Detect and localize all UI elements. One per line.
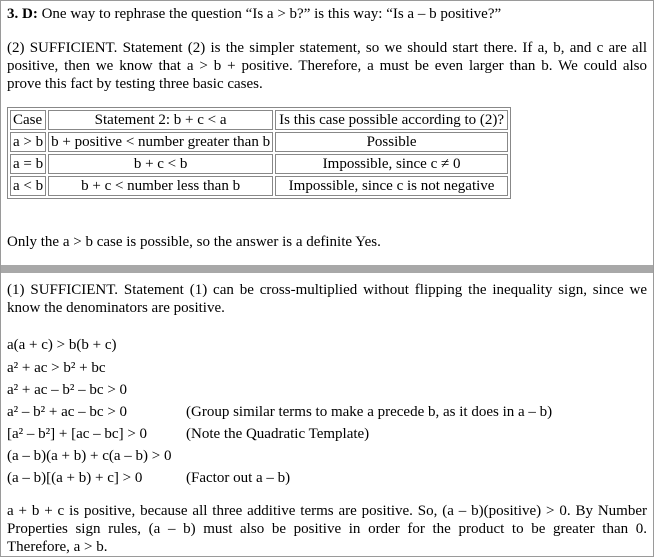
- table-cell: Possible: [275, 132, 508, 152]
- math-step-6: (a – b)(a + b) + c(a – b) > 0: [7, 448, 172, 464]
- statement-2-line-2: positive, then we know that a > b + positive. Therefore, a must be even larger than b. We could also: [7, 58, 647, 74]
- statement-1-line-1: (1) SUFFICIENT. Statement (1) can be cross-multiplied without flipping the inequality sign, since we: [7, 282, 647, 298]
- table-cell: a = b: [10, 154, 46, 174]
- question-number: 3. D:: [7, 6, 38, 22]
- header-statement-2: Statement 2: b + c < a: [48, 110, 273, 130]
- table-cell: b + c < b: [48, 154, 273, 174]
- math-note-7: (Factor out a – b): [186, 470, 291, 486]
- table-cell: b + c < number less than b: [48, 176, 273, 196]
- math-step-3: a² + ac – b² – bc > 0: [7, 382, 128, 398]
- header-case: Case: [10, 110, 46, 130]
- statement-2-conclusion: Only the a > b case is possible, so the answer is a definite Yes.: [7, 234, 381, 250]
- table-row: [10, 176, 508, 196]
- statement-2-line-3: prove this fact by testing three basic cases.: [7, 76, 263, 92]
- table-row: [10, 132, 508, 152]
- question-text: One way to rephrase the question “Is a > b?” is this way: “Is a – b positive?”: [41, 6, 502, 22]
- statement-1-section: [1, 273, 653, 558]
- table-cell: Impossible, since c ≠ 0: [275, 154, 508, 174]
- math-step-2: a² + ac > b² + bc: [7, 360, 106, 376]
- statement-2-line-1: (2) SUFFICIENT. Statement (2) is the simpler statement, so we should start there. If a, b, and c are all: [7, 40, 647, 56]
- question-rephrase: [7, 5, 501, 23]
- statement-2-section: [1, 1, 653, 265]
- statement-1-line-2: know the denominators are positive.: [7, 300, 225, 316]
- section-divider: [1, 265, 653, 273]
- table-cell: a > b: [10, 132, 46, 152]
- math-step-5: [a² – b²] + [ac – bc] > 0: [7, 426, 148, 442]
- final-line-3: Therefore, a > b.: [7, 539, 108, 555]
- math-note-4: (Group similar terms to make a precede b, as it does in a – b): [186, 404, 553, 420]
- header-possible: Is this case possible according to (2)?: [275, 110, 508, 130]
- table-row: [10, 154, 508, 174]
- math-step-1: a(a + c) > b(b + c): [7, 337, 117, 353]
- math-step-7: (a – b)[(a + b) + c] > 0: [7, 470, 143, 486]
- table-header-row: [10, 110, 508, 130]
- math-note-5: (Note the Quadratic Template): [186, 426, 370, 442]
- math-step-4: a² – b² + ac – bc > 0: [7, 404, 128, 420]
- table-cell: a < b: [10, 176, 46, 196]
- cases-table: [7, 107, 511, 199]
- table-cell: Impossible, since c is not negative: [275, 176, 508, 196]
- table-cell: b + positive < number greater than b: [48, 132, 273, 152]
- final-line-2: Properties sign rules, (a – b) must also be positive in order for the product to be greater than 0.: [7, 521, 647, 537]
- final-line-1: a + b + c is positive, because all three additive terms are positive. So, (a – b)(positive) > 0. By Number: [7, 503, 647, 519]
